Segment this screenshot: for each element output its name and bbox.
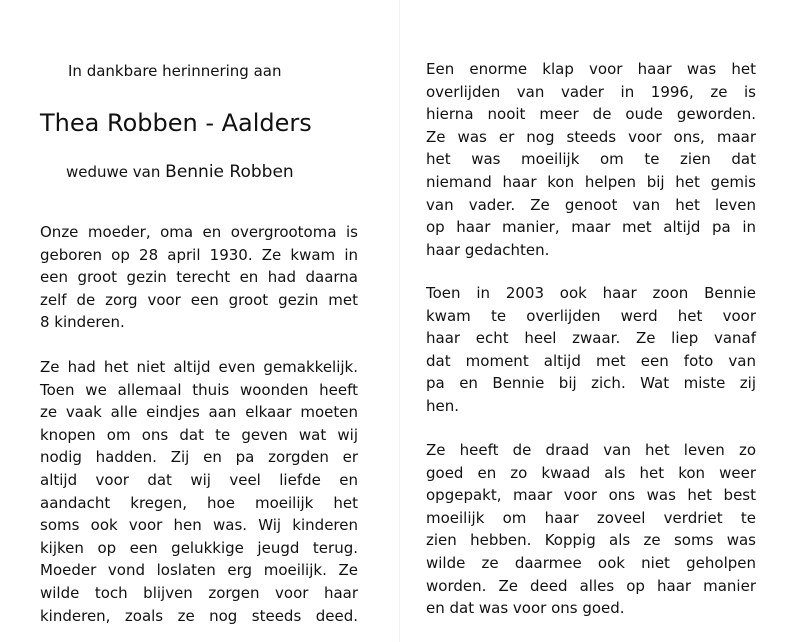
paragraph-right-1 [426,58,756,261]
text-line: wilde ze daarmee ook niet geholpen [426,553,756,572]
widow-line [66,162,294,182]
text-line: op haar manier, maar met altijd pa in [426,218,756,237]
text-line: het was moeilijk om te zien dat [426,150,756,169]
text-line: knopen om ons dat te geven wat wij [40,425,358,444]
text-line: Een enorme klap voor haar was het [426,60,756,78]
text-line: Ze heeft de draad van het leven zo [426,441,756,459]
paragraph-left-2 [40,356,358,627]
text-line: kwam te overlijden werd het voor [426,306,756,325]
text-line: nodig hadden. Zij en pa zorgden er [40,448,358,467]
text-line: Ze was er nog steeds voor ons, maar [426,127,756,146]
text-line: Ze had het niet altijd even gemakkelijk. [40,358,358,376]
text-line: pa en Bennie bij zich. Wat miste zij [426,374,756,393]
text-line: van vader. Ze genoot van het leven [426,195,756,214]
paragraph-left-1 [40,221,358,334]
text-line: hierna nooit meer de oude geworden. [426,105,756,124]
text-line: moeilijk om haar zoveel verdriet te [426,508,756,527]
text-line: hen. [426,396,460,415]
text-line: dat moment altijd met een foto van [426,351,756,370]
text-line: overlijden van vader in 1996, ze is [426,82,756,101]
text-line: goed en zo kwaad als het kon weer [426,463,756,482]
card-fold-line [399,0,400,642]
text-line: zien hebben. Koppig als ze soms was [426,531,756,550]
text-line: en dat was voor ons goed. [426,599,625,618]
text-line: geboren op 28 april 1930. Ze kwam in [40,245,358,264]
text-line: zelf de zorg voor een groot gezin met [40,290,358,309]
deceased-name: Thea Robben - Aalders [40,109,312,137]
text-line: soms ook voor hen was. Wij kinderen [40,516,358,535]
spouse-name: Bennie Robben [165,162,294,182]
text-line: kijken op een gelukkige jeugd terug. [40,538,358,557]
text-line: Toen in 2003 ook haar zoon Bennie [426,284,756,302]
text-line: 8 kinderen. [40,313,125,332]
text-line: Onze moeder, oma en overgrootoma is [40,223,358,241]
text-line: worden. Ze deed alles op haar manier [426,576,756,595]
text-line: altijd voor dat wij veel liefde en [40,470,358,489]
paragraph-right-3 [426,439,756,620]
text-line: opgepakt, maar voor ons was het best [426,486,756,505]
text-line: wilde toch blijven zorgen voor haar [40,583,358,602]
widow-prefix: weduwe van [66,163,161,181]
text-line: haar gedachten. [426,240,550,259]
text-line: niemand haar kon helpen bij het gemis [426,172,756,191]
text-line: een groot gezin terecht en had daarna [40,268,358,287]
text-line: haar echt heel zwaar. Ze liep vanaf [426,329,756,348]
text-line: ze vaak alle eindjes aan elkaar moeten [40,403,358,422]
text-line: Moeder vond loslaten erg moeilijk. Ze [40,561,358,580]
text-line: aandacht kregen, hoe moeilijk het [40,493,358,512]
paragraph-right-2 [426,282,756,418]
text-line: Toen we allemaal thuis woonden heeft [40,380,358,399]
text-line: kinderen, zoals ze nog steeds deed. [40,606,358,625]
intro-text: In dankbare herinnering aan [68,62,282,80]
